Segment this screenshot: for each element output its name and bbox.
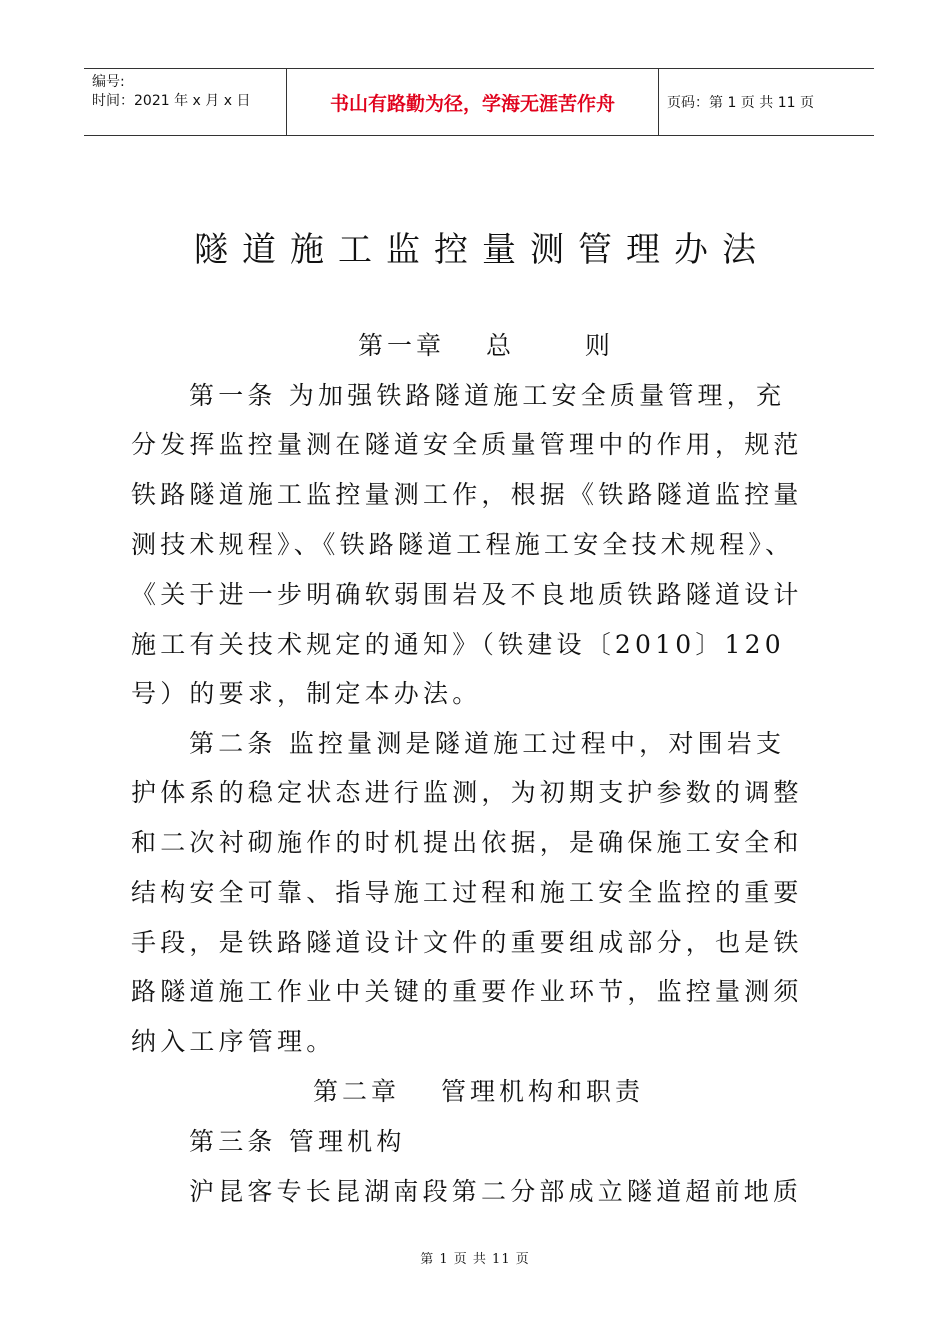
paragraph-line: 纳入工序管理。 — [131, 1027, 336, 1056]
paragraph-line: 路隧道施工作业中关键的重要作业环节，监控量测须 — [131, 977, 803, 1006]
chapter-heading-2: 第二章 管理机构和职责 — [313, 1077, 644, 1106]
chapter-heading-1: 第一章 总 则 — [358, 331, 614, 360]
header-time-label: 时间：2021 年 x 月 x 日 — [92, 93, 251, 109]
document-title: 隧道施工监控量测管理办法 — [194, 230, 770, 270]
header-meta — [84, 69, 286, 135]
paragraph-line: 《关于进一步明确软弱围岩及不良地质铁路隧道设计 — [131, 580, 803, 609]
header-slogan: 书山有路勤为径，学海无涯苦作舟 — [286, 69, 659, 135]
paragraph-line: 和二次衬砌施作的时机提出依据，是确保施工安全和 — [131, 828, 803, 857]
paragraph-line: 铁路隧道施工监控量测工作，根据《铁路隧道监控量 — [131, 480, 803, 509]
paragraph-line: 分发挥监控量测在隧道安全质量管理中的作用，规范 — [131, 430, 803, 459]
paragraph-line: 施工有关技术规定的通知》（铁建设〔2010〕120 — [131, 630, 785, 659]
header-number-label: 编号: — [92, 74, 125, 90]
paragraph-line: 测技术规程》、《铁路隧道工程施工安全技术规程》、 — [131, 530, 795, 559]
document-header — [84, 68, 874, 136]
paragraph-line: 号）的要求，制定本办法。 — [131, 679, 482, 708]
page-footer: 第 1 页 共 11 页 — [420, 1252, 530, 1267]
paragraph-line: 第二条 监控量测是隧道施工过程中，对围岩支 — [189, 729, 786, 758]
paragraph-line: 手段，是铁路隧道设计文件的重要组成部分，也是铁 — [131, 928, 803, 957]
paragraph-line: 沪昆客专长昆湖南段第二分部成立隧道超前地质 — [189, 1177, 803, 1206]
paragraph-line: 第一条 为加强铁路隧道施工安全质量管理，充 — [189, 381, 786, 410]
header-page-label: 页码：第 1 页 共 11 页 — [667, 95, 814, 111]
paragraph-line: 护体系的稳定状态进行监测，为初期支护参数的调整 — [131, 778, 803, 807]
article-heading: 第三条 管理机构 — [189, 1127, 406, 1156]
paragraph-line: 结构安全可靠、指导施工过程和施工安全监控的重要 — [131, 878, 803, 907]
